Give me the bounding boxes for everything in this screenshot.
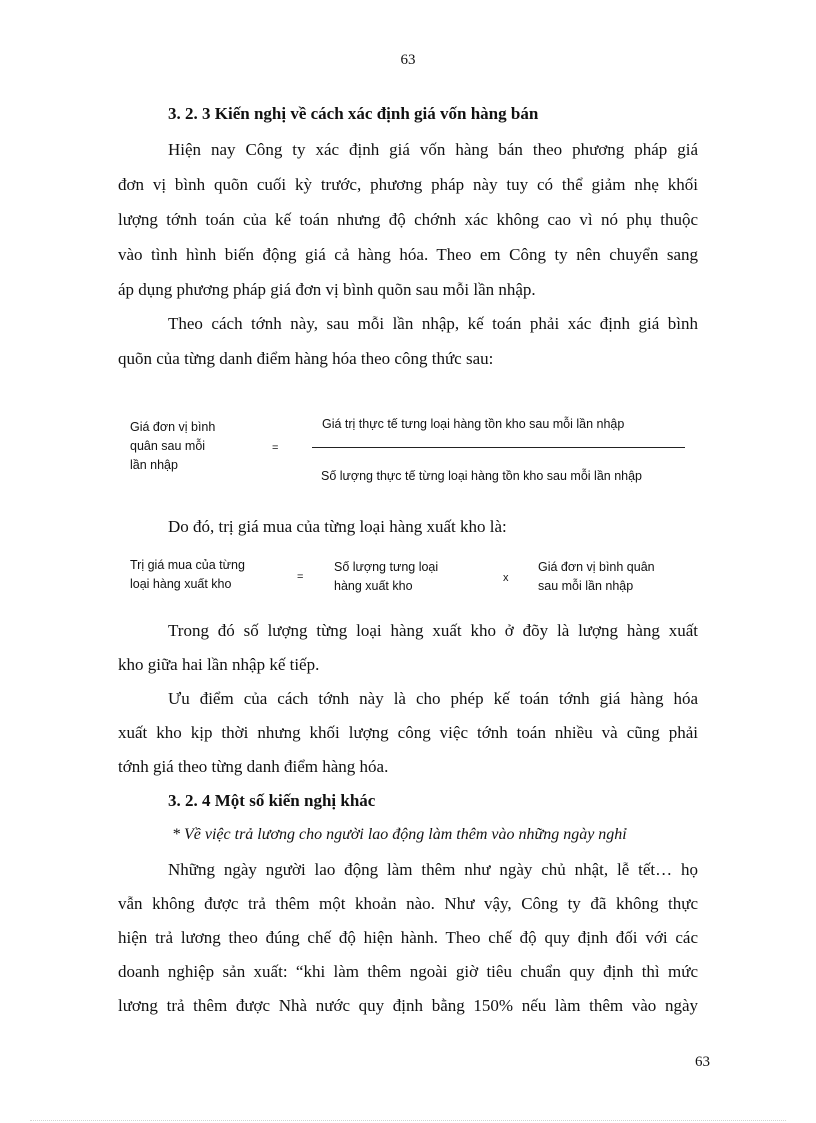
paragraph-line: vẫn không được trả thêm một khoản nào. Như vậy, Công ty đã không thực: [118, 894, 698, 913]
formula-denominator: Số lượng thực tế từng loại hàng tồn kho sau mỗi lần nhập: [321, 469, 643, 483]
paragraph-line: Trong đó số lượng từng loại hàng xuất kho ở đõy là lượng hàng xuất: [168, 621, 698, 640]
formula2-mid-line: hàng xuất kho: [334, 579, 413, 593]
section-heading-3-2-3: 3. 2. 3 Kiến nghị về cách xác định giá vốn hàng bán: [168, 104, 539, 123]
formula-lhs-line: Giá đơn vị bình: [130, 420, 216, 434]
equals-sign: =: [297, 571, 304, 583]
paragraph-line: hiện trả lương theo đúng chế độ hiện hành. Theo chế độ quy định đối với các: [118, 928, 698, 947]
paragraph-line: xuất kho kịp thời nhưng khối lượng công việc tớnh toán nhiều và cũng phải: [118, 723, 698, 742]
paragraph-line: lương trả thêm được Nhà nước quy định bằng 150% nếu làm thêm vào ngày: [118, 996, 698, 1015]
paragraph-line: quõn của từng danh điểm hàng hóa theo công thức sau:: [118, 349, 494, 368]
formula2-lhs-line: Trị giá mua của từng: [130, 558, 245, 572]
page-number-bottom: 63: [695, 1054, 710, 1070]
formula-lhs-line: lần nhập: [130, 458, 178, 472]
fraction-bar: [312, 447, 685, 448]
paragraph-line: tớnh giá theo từng danh điểm hàng hóa.: [118, 757, 389, 776]
formula2-lhs-line: loại hàng xuất kho: [130, 577, 232, 591]
formula2-rhs-line: sau mỗi lần nhập: [538, 579, 634, 593]
page-border-dotted: [30, 1120, 786, 1121]
paragraph-line: Ưu điểm của cách tớnh này là cho phép kế toán tớnh giá hàng hóa: [168, 689, 698, 708]
paragraph-line: đơn vị bình quõn cuối kỳ trước, phương pháp này tuy có thể giảm nhẹ khối: [118, 175, 698, 194]
formula-numerator: Giá trị thực tế tưng loại hàng tồn kho sau mỗi lần nhập: [322, 417, 625, 431]
formula2-mid-line: Số lượng tưng loại: [334, 560, 439, 574]
formula-lhs-line: quân sau mỗi: [130, 439, 206, 453]
paragraph-line: Do đó, trị giá mua của từng loại hàng xuất kho là:: [168, 517, 507, 536]
section-heading-3-2-4: 3. 2. 4 Một số kiến nghị khác: [168, 791, 376, 810]
equals-sign: =: [272, 442, 279, 454]
multiply-sign: x: [503, 572, 509, 584]
paragraph-line: lượng tớnh toán của kế toán nhưng độ chớnh xác không cao vì nó phụ thuộc: [118, 210, 698, 229]
paragraph-line: Theo cách tớnh này, sau mỗi lần nhập, kế toán phải xác định giá bình: [168, 314, 698, 333]
paragraph-line: doanh nghiệp sản xuất: “khi làm thêm ngoài giờ tiêu chuẩn quy định thì mức: [118, 962, 698, 981]
page-number-top: 63: [400, 52, 416, 68]
paragraph-line: Những ngày người lao động làm thêm như ngày chủ nhật, lễ tết… họ: [168, 860, 698, 879]
formula2-rhs-line: Giá đơn vị bình quân: [538, 560, 655, 574]
paragraph-line: áp dụng phương pháp giá đơn vị bình quõn sau mỗi lần nhập.: [118, 280, 536, 299]
paragraph-line: Hiện nay Công ty xác định giá vốn hàng bán theo phương pháp giá: [168, 140, 698, 159]
paragraph-line: vào tình hình biến động giá cả hàng hóa. Theo em Công ty nên chuyển sang: [118, 245, 698, 264]
section-subheading: * Về việc trả lương cho người lao động làm thêm vào những ngày nghỉ: [172, 826, 627, 843]
paragraph-line: kho giữa hai lần nhập kế tiếp.: [118, 655, 320, 674]
